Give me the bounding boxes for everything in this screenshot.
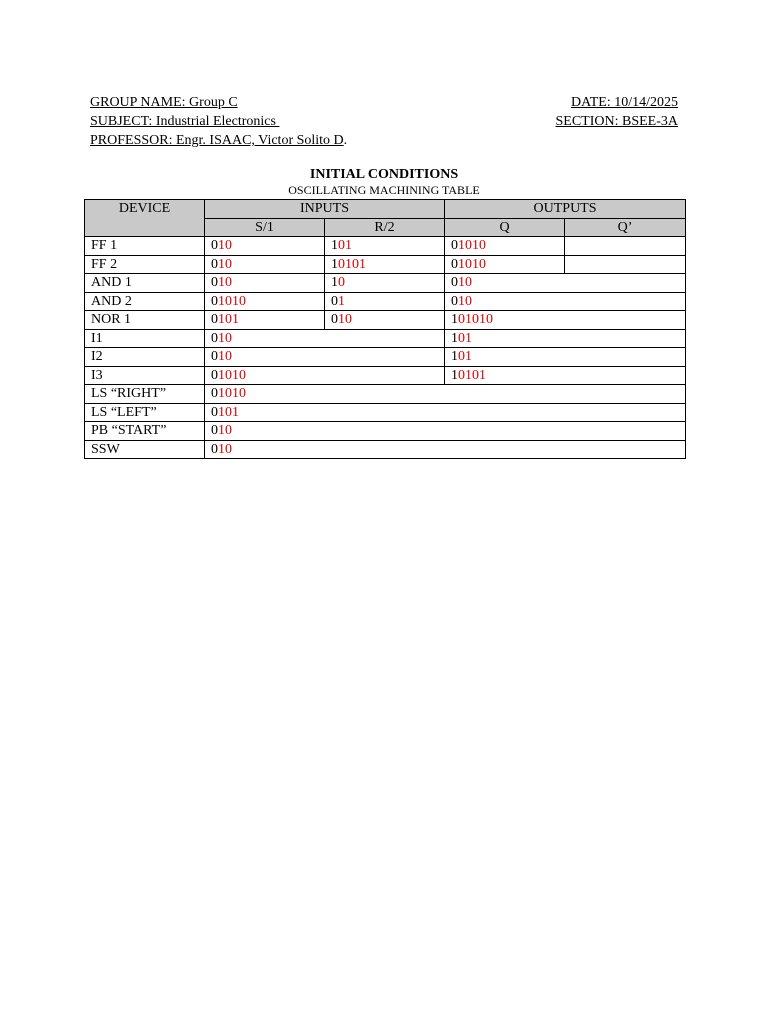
r2-initial: 1 <box>331 238 338 254</box>
q-cell <box>445 237 565 256</box>
section: SECTION: BSEE-3A <box>555 114 678 129</box>
q-changes: 10 <box>458 293 473 309</box>
table-row <box>85 403 686 422</box>
table-row <box>85 422 686 441</box>
r2-changes: 01 <box>338 238 352 254</box>
r2-changes: 10 <box>338 312 352 328</box>
s1-cell <box>205 440 686 459</box>
device-cell: PB “START” <box>85 422 205 441</box>
table-row <box>85 366 686 385</box>
r2-initial: 1 <box>331 275 338 291</box>
s1-cell <box>205 422 686 441</box>
s1-initial: 0 <box>211 256 218 272</box>
q-cell <box>445 348 686 367</box>
qbar-cell <box>565 237 686 256</box>
outputs-header: OUTPUTS <box>445 200 686 219</box>
s1-changes: 1010 <box>218 293 246 309</box>
device-cell: AND 1 <box>85 274 205 293</box>
q-initial: 1 <box>451 349 459 365</box>
device-cell: FF 2 <box>85 255 205 274</box>
s1-initial: 0 <box>211 312 218 328</box>
professor-period: . <box>343 133 348 148</box>
table-row <box>85 385 686 404</box>
s1-cell <box>205 385 686 404</box>
inputs-header: INPUTS <box>205 200 445 219</box>
r2-cell <box>325 311 445 330</box>
r2-cell <box>325 274 445 293</box>
r2-changes: 0101 <box>338 256 366 272</box>
s1-cell <box>205 274 325 293</box>
qbar-header: Q’ <box>565 218 686 237</box>
s1-changes: 1010 <box>218 386 246 402</box>
s1-initial: 0 <box>211 275 218 291</box>
subject: SUBJECT: Industrial Electronics <box>90 114 280 129</box>
s1-changes: 10 <box>218 441 232 457</box>
s1-initial: 0 <box>211 330 218 346</box>
q-initial: 1 <box>451 330 459 346</box>
table-row <box>85 348 686 367</box>
s1-cell <box>205 329 445 348</box>
r2-cell <box>325 255 445 274</box>
oscillating-machining-table <box>84 199 686 459</box>
s1-initial: 0 <box>211 404 218 420</box>
table-row <box>85 237 686 256</box>
q-changes: 0101 <box>458 367 487 383</box>
device-cell: SSW <box>85 440 205 459</box>
q-changes: 1010 <box>458 256 487 272</box>
q-header: Q <box>445 218 565 237</box>
r2-changes: 1 <box>338 293 345 309</box>
table-body <box>85 237 686 459</box>
q-initial: 0 <box>451 238 459 254</box>
q-initial: 0 <box>451 293 459 309</box>
q-cell <box>445 329 686 348</box>
device-header: DEVICE <box>85 200 205 237</box>
device-cell: LS “RIGHT” <box>85 385 205 404</box>
q-cell <box>445 366 686 385</box>
q-changes: 01 <box>458 349 473 365</box>
device-cell: I3 <box>85 366 205 385</box>
r2-cell <box>325 292 445 311</box>
q-cell <box>445 311 686 330</box>
s1-cell <box>205 311 325 330</box>
r2-header: R/2 <box>325 218 445 237</box>
q-changes: 1010 <box>458 238 487 254</box>
s1-initial: 0 <box>211 441 218 457</box>
header-right <box>556 93 679 131</box>
device-cell: AND 2 <box>85 292 205 311</box>
professor-line <box>90 131 347 150</box>
r2-changes: 0 <box>338 275 345 291</box>
s1-changes: 10 <box>218 238 232 254</box>
r2-cell <box>325 237 445 256</box>
device-cell: FF 1 <box>85 237 205 256</box>
s1-changes: 1010 <box>218 367 246 383</box>
s1-changes: 101 <box>218 312 239 328</box>
device-cell: LS “LEFT” <box>85 403 205 422</box>
q-initial: 1 <box>451 312 459 328</box>
q-initial: 0 <box>451 275 459 291</box>
s1-header: S/1 <box>205 218 325 237</box>
r2-initial: 0 <box>331 312 338 328</box>
table-row <box>85 440 686 459</box>
s1-changes: 10 <box>218 330 232 346</box>
qbar-cell <box>565 255 686 274</box>
professor: PROFESSOR: Engr. ISAAC, Victor Solito D <box>90 133 344 148</box>
s1-changes: 10 <box>218 256 232 272</box>
table-row <box>85 292 686 311</box>
header-row-1 <box>85 200 686 219</box>
s1-changes: 10 <box>218 275 232 291</box>
table-row <box>85 255 686 274</box>
device-cell: NOR 1 <box>85 311 205 330</box>
q-changes: 01 <box>458 330 473 346</box>
r2-initial: 0 <box>331 293 338 309</box>
s1-cell <box>205 366 445 385</box>
s1-cell <box>205 348 445 367</box>
r2-initial: 1 <box>331 256 338 272</box>
table-row <box>85 274 686 293</box>
s1-changes: 10 <box>218 349 232 365</box>
table-subtitle: OSCILLATING MACHINING TABLE <box>288 183 480 197</box>
s1-changes: 10 <box>218 423 232 439</box>
s1-cell <box>205 255 325 274</box>
q-initial: 1 <box>451 367 459 383</box>
q-cell <box>445 274 686 293</box>
date: DATE: 10/14/2025 <box>571 95 678 110</box>
header-left <box>90 93 347 150</box>
s1-initial: 0 <box>211 367 218 383</box>
s1-initial: 0 <box>211 349 218 365</box>
q-changes: 10 <box>458 275 473 291</box>
device-cell: I1 <box>85 329 205 348</box>
q-initial: 0 <box>451 256 459 272</box>
group-name: GROUP NAME: Group C <box>90 95 238 110</box>
s1-cell <box>205 292 325 311</box>
s1-initial: 0 <box>211 386 218 402</box>
table-row <box>85 329 686 348</box>
s1-initial: 0 <box>211 293 218 309</box>
device-cell: I2 <box>85 348 205 367</box>
title-block <box>0 166 768 198</box>
q-cell <box>445 292 686 311</box>
s1-cell <box>205 237 325 256</box>
table-row <box>85 311 686 330</box>
s1-initial: 0 <box>211 238 218 254</box>
q-changes: 01010 <box>458 312 494 328</box>
s1-cell <box>205 403 686 422</box>
s1-changes: 101 <box>218 404 239 420</box>
q-cell <box>445 255 565 274</box>
table-title: INITIAL CONDITIONS <box>309 167 459 182</box>
s1-initial: 0 <box>211 423 218 439</box>
